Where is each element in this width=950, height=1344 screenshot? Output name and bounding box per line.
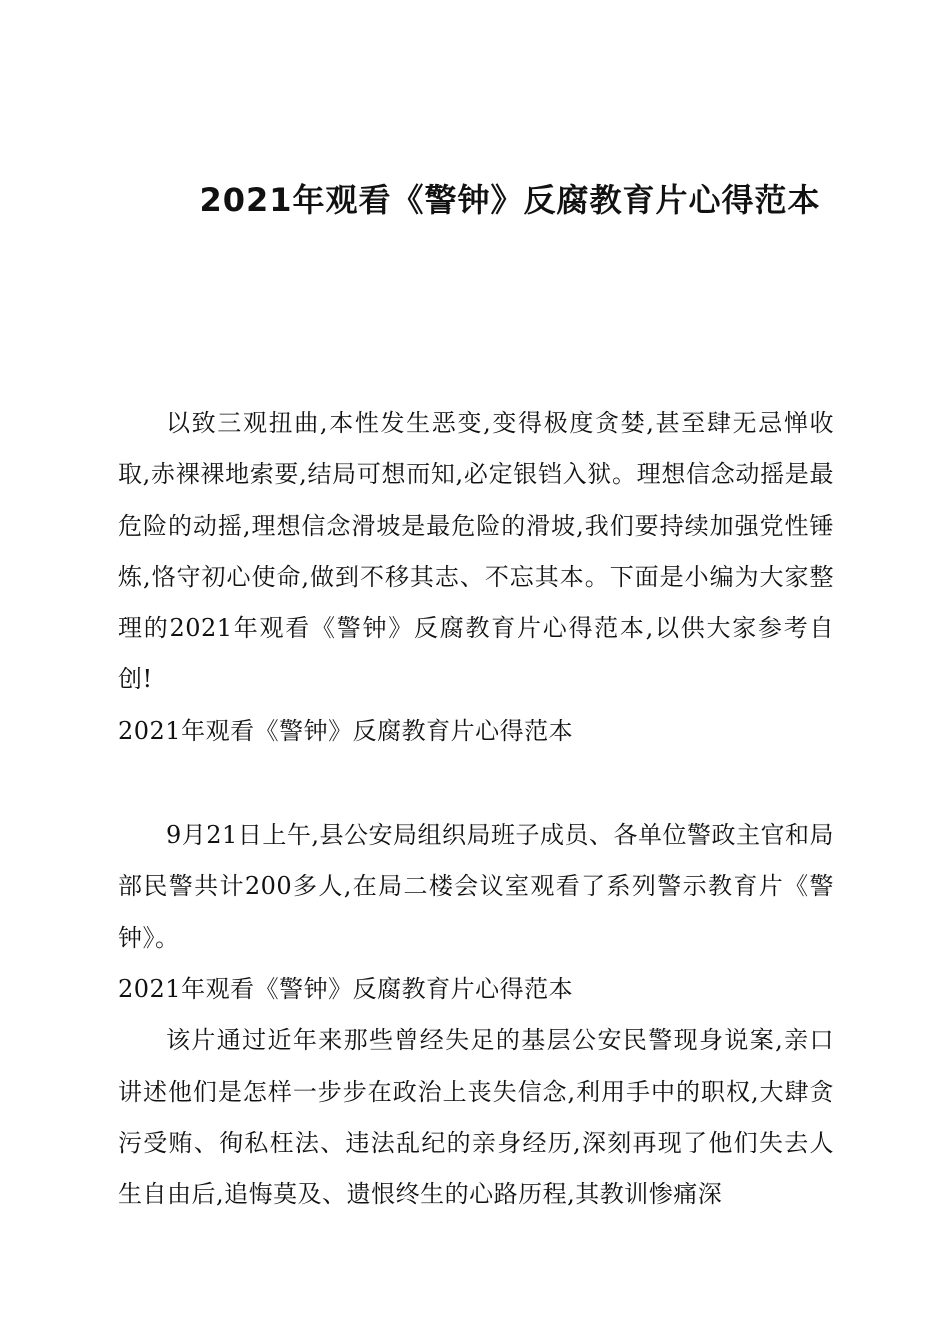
paragraph-event: 9月21日上午,县公安局组织局班子成员、各单位警政主官和局部民警共计200多人,在局二楼会议室观看了系列警示教育片《警钟》。 <box>118 821 834 952</box>
paragraph-intro: 以致三观扭曲,本性发生恶变,变得极度贪婪,甚至肆无忌惮收取,赤裸裸地索要,结局可想而知,必定银铛入狱。理想信念动摇是最危险的动摇,理想信念滑坡是最危险的滑坡,我们要持续加强党性锤炼,恪守初心使命,做到不移其志、不忘其本。下面是小编为大家整理的2021年观看《警钟》反腐教育片心得范本,以供大家参考自创! <box>118 409 834 694</box>
spacer <box>118 757 834 810</box>
document-body <box>118 398 834 1220</box>
document-title: 2021年观看《警钟》反腐教育片心得范本 <box>199 181 821 219</box>
subheading-1: 2021年观看《警钟》反腐教育片心得范本 <box>118 716 574 745</box>
paragraph-film-summary: 该片通过近年来那些曾经失足的基层公安民警现身说案,亲口讲述他们是怎样一步步在政治上丧失信念,利用手中的职权,大肆贪污受贿、徇私枉法、违法乱纪的亲身经历,深刻再现了他们失去人生自由后,追悔莫及、遗恨终生的心路历程,其教训惨痛深 <box>118 1026 834 1209</box>
subheading-2: 2021年观看《警钟》反腐教育片心得范本 <box>118 974 574 1003</box>
